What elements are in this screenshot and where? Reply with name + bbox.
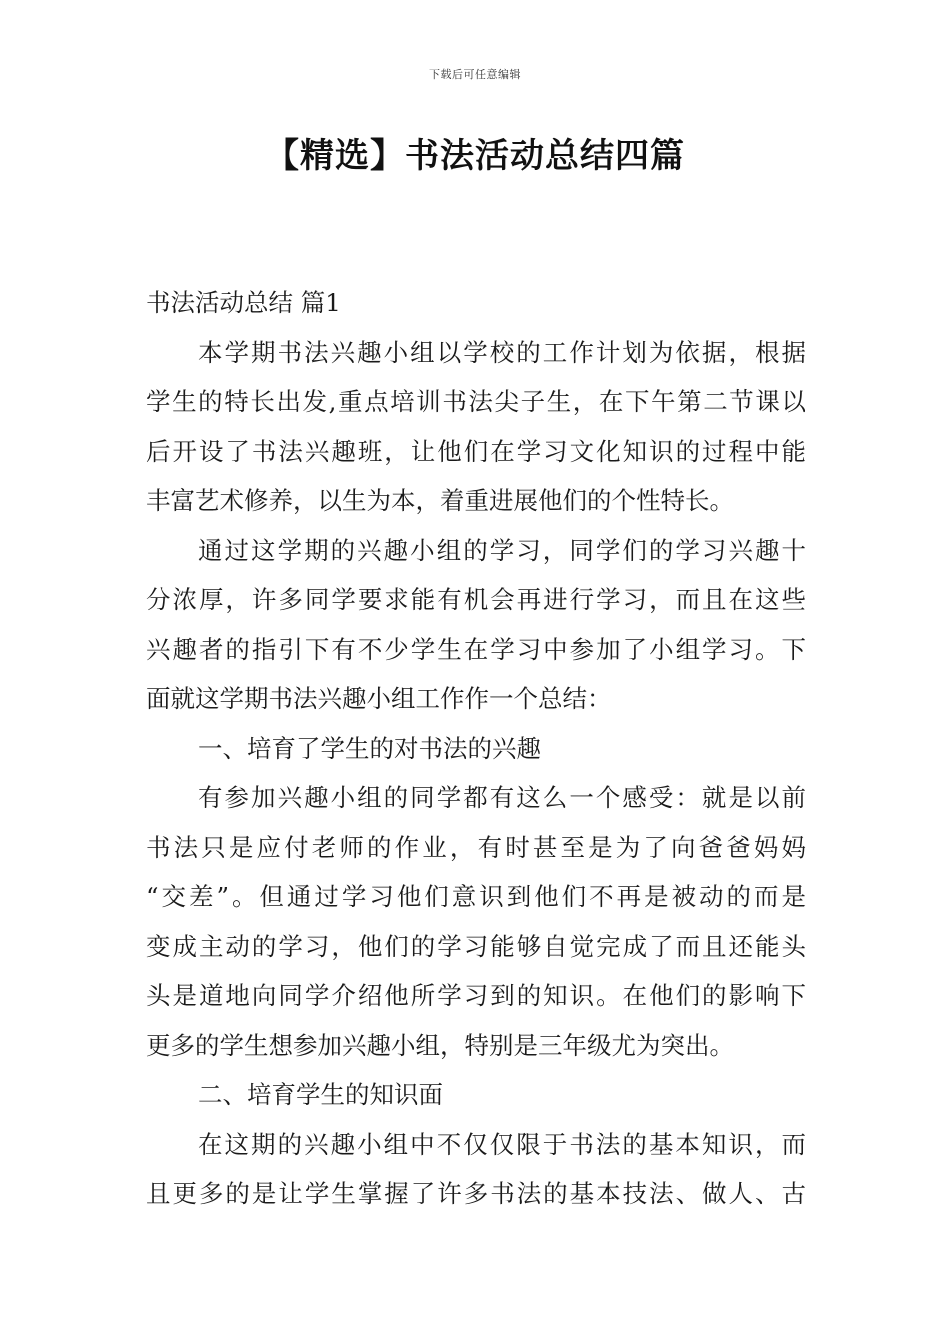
paragraph-line: 学生的特长出发,重点培训书法尖子生，在下午第二节课以 bbox=[146, 387, 806, 416]
section-heading: 二、培育学生的知识面 bbox=[198, 1080, 443, 1109]
paragraph-line: 后开设了书法兴趣班，让他们在学习文化知识的过程中能 bbox=[146, 436, 806, 466]
document-title: 【精选】书法活动总结四篇 bbox=[265, 136, 685, 176]
paragraph-line: 分浓厚，许多同学要求能有机会再进行学习，而且在这些 bbox=[146, 585, 806, 614]
paragraph-line: 书法只是应付老师的作业，有时甚至是为了向爸爸妈妈 bbox=[146, 832, 806, 862]
paragraph-line: 面就这学期书法兴趣小组工作作一个总结： bbox=[146, 684, 612, 713]
section-label: 书法活动总结 篇1 bbox=[146, 288, 341, 317]
paragraph-line: “交差”。但通过学习他们意识到他们不再是被动的而是 bbox=[146, 882, 806, 911]
paragraph-line: 有参加兴趣小组的同学都有这么一个感受：就是以前 bbox=[198, 783, 806, 812]
section-heading: 一、培育了学生的对书法的兴趣 bbox=[198, 733, 541, 763]
header-note: 下载后可任意编辑 bbox=[429, 68, 521, 81]
paragraph-line: 兴趣者的指引下有不少学生在学习中参加了小组学习。下 bbox=[146, 634, 806, 664]
paragraph-line: 丰富艺术修养，以生为本，着重进展他们的个性特长。 bbox=[146, 486, 734, 515]
paragraph-line: 更多的学生想参加兴趣小组，特别是三年级尤为突出。 bbox=[146, 1030, 734, 1060]
document-body bbox=[146, 278, 806, 1219]
paragraph-line: 在这期的兴趣小组中不仅仅限于书法的基本知识，而 bbox=[198, 1129, 806, 1159]
paragraph-line: 通过这学期的兴趣小组的学习，同学们的学习兴趣十 bbox=[198, 535, 806, 565]
paragraph-line: 本学期书法兴趣小组以学校的工作计划为依据，根据 bbox=[198, 337, 806, 367]
paragraph-line: 头是道地向同学介绍他所学习到的知识。在他们的影响下 bbox=[146, 981, 806, 1010]
paragraph-line: 变成主动的学习，他们的学习能够自觉完成了而且还能头 bbox=[146, 931, 806, 961]
paragraph-line: 且更多的是让学生掌握了许多书法的基本技法、做人、古 bbox=[146, 1179, 806, 1208]
